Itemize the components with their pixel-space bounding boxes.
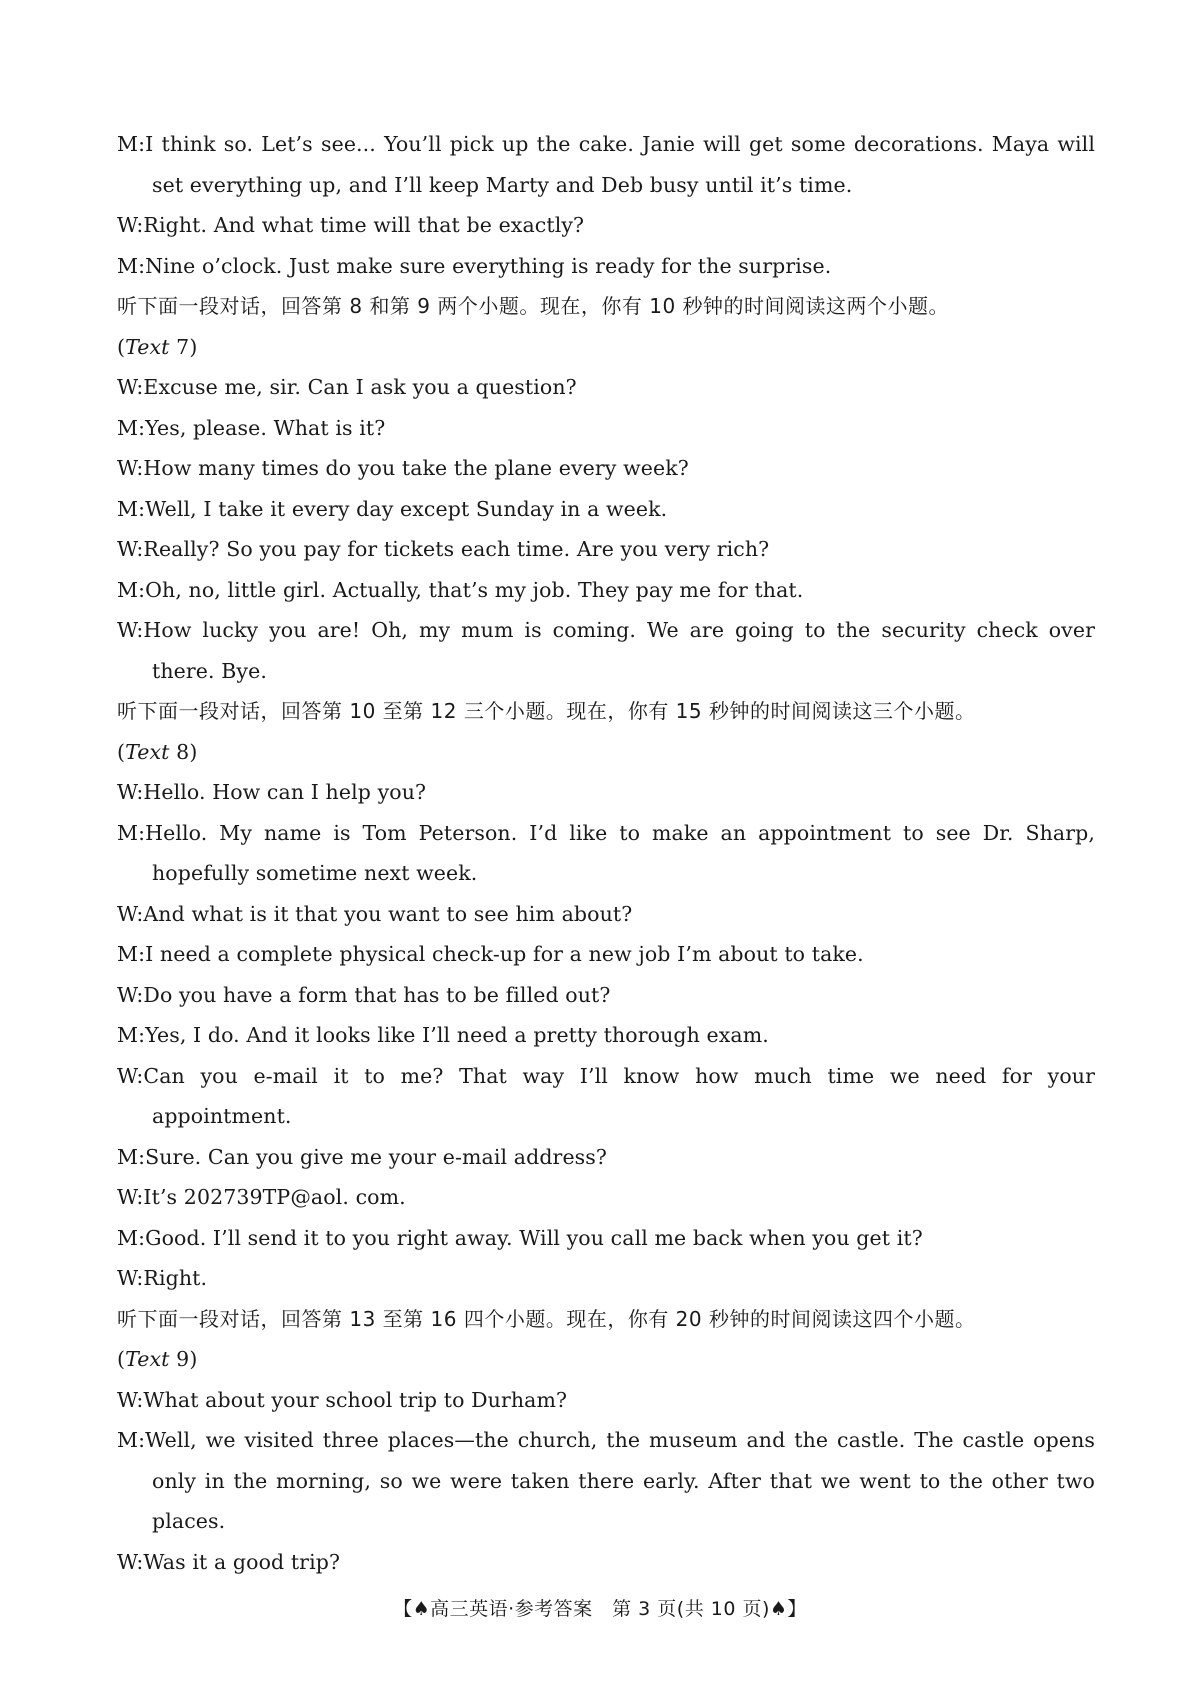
speaker-colon: :	[136, 1063, 144, 1088]
dialogue-turn	[117, 529, 1095, 570]
dialogue-turn	[117, 1056, 1095, 1137]
speaker-colon: :	[136, 1266, 144, 1290]
dialogue-turn	[117, 1218, 1095, 1259]
speaker-colon: :	[138, 942, 146, 966]
speaker-label: M	[117, 577, 139, 602]
speaker-colon: :	[136, 213, 144, 237]
dialogue-turn	[117, 124, 1095, 205]
speaker-colon: :	[138, 820, 146, 845]
utterance-text: And what is it that you want to see him about?	[143, 901, 633, 926]
utterance-text: Do you have a form that has to be filled out?	[143, 982, 611, 1007]
speaker-label: W	[117, 456, 137, 480]
dialogue-turn	[117, 1542, 1095, 1583]
speaker-label: W	[117, 780, 137, 804]
speaker-label: W	[117, 982, 137, 1007]
speaker-label: W	[117, 537, 137, 561]
text-label-number: 9	[176, 1347, 190, 1371]
text-section-label: (Text 7)	[117, 334, 198, 359]
text-label-number: 8	[176, 739, 190, 764]
transcript-body	[117, 124, 1095, 1582]
dialogue-turn	[117, 448, 1095, 489]
utterance-text: Sure. Can you give me your e-mail address?	[145, 1144, 608, 1169]
text-section-label: (Text 9)	[117, 1347, 198, 1371]
speaker-label: W	[117, 1549, 137, 1574]
text-label-number: 7	[176, 334, 190, 359]
utterance-text: Nine o’clock. Just make sure everything is ready for the surprise.	[145, 253, 832, 278]
speaker-colon: :	[136, 1185, 144, 1209]
speaker-colon: :	[138, 415, 146, 440]
speaker-colon: :	[136, 456, 144, 480]
text-label-word: Text	[125, 334, 170, 359]
dialogue-turn	[117, 205, 1095, 246]
speaker-label: M	[117, 1023, 139, 1047]
speaker-colon: :	[136, 901, 144, 926]
page-footer: 【♠高三英语·参考答案 第 3 页(共 10 页)♠】	[393, 1598, 807, 1620]
utterance-text: Oh, no, little girl. Actually, that’s my job. They pay me for that.	[145, 577, 804, 602]
speaker-label: W	[117, 901, 137, 926]
utterance-text: Right.	[143, 1266, 208, 1290]
utterance-text: It’s 202739TP@aol. com.	[143, 1185, 406, 1209]
speaker-label: M	[117, 1428, 139, 1452]
dialogue-turn	[117, 772, 1095, 813]
utterance-text: What about your school trip to Durham?	[143, 1387, 568, 1412]
utterance-text: Yes, I do. And it looks like I’ll need a pretty thorough exam.	[145, 1023, 769, 1047]
utterance-text: Was it a good trip?	[143, 1549, 341, 1574]
dialogue-turn	[117, 489, 1095, 530]
dialogue-turn	[117, 1177, 1095, 1218]
listening-instruction: 听下面一段对话，回答第 8 和第 9 两个小题。现在，你有 10 秒钟的时间阅读这两个小题。	[117, 294, 950, 318]
utterance-text: I need a complete physical check-up for a new job I’m about to take.	[145, 942, 864, 966]
utterance-text: Can you e-mail it to me? That way I’ll know how much time we need for your appointment.	[143, 1063, 1095, 1128]
dialogue-turn	[117, 246, 1095, 287]
speaker-colon: :	[136, 1549, 144, 1574]
speaker-label: W	[117, 1266, 137, 1290]
dialogue-turn	[117, 1137, 1095, 1178]
text-section-label: (Text 8)	[117, 739, 198, 764]
speaker-label: M	[117, 942, 139, 966]
speaker-label: M	[117, 820, 139, 845]
dialogue-turn	[117, 367, 1095, 408]
speaker-label: W	[117, 1185, 137, 1209]
text-label-word: Text	[125, 739, 170, 764]
speaker-label: W	[117, 1387, 137, 1412]
speaker-colon: :	[138, 253, 146, 278]
listening-instruction: 听下面一段对话，回答第 10 至第 12 三个小题。现在，你有 15 秒钟的时间阅读这三个小题。	[117, 699, 976, 723]
speaker-colon: :	[136, 780, 144, 804]
dialogue-turn	[117, 1420, 1095, 1542]
dialogue-turn	[117, 1380, 1095, 1421]
text-label-word: Text	[125, 1347, 170, 1371]
dialogue-turn	[117, 570, 1095, 611]
speaker-label: M	[117, 132, 139, 156]
utterance-text: How many times do you take the plane every week?	[143, 456, 689, 480]
speaker-colon: :	[136, 618, 144, 642]
speaker-label: W	[117, 213, 137, 237]
utterance-text: I think so. Let’s see... You’ll pick up the cake. Janie will get some decorations. Maya will set everything up, and I’ll keep Marty and Deb busy until it’s time.	[145, 132, 1095, 197]
speaker-label: M	[117, 496, 139, 521]
utterance-text: Really? So you pay for tickets each time. Are you very rich?	[143, 537, 770, 561]
dialogue-turn	[117, 894, 1095, 935]
speaker-colon: :	[136, 375, 144, 399]
speaker-colon: :	[136, 537, 144, 561]
listening-instruction: 听下面一段对话，回答第 13 至第 16 四个小题。现在，你有 20 秒钟的时间阅读这四个小题。	[117, 1306, 976, 1331]
speaker-label: M	[117, 415, 139, 440]
dialogue-turn	[117, 1015, 1095, 1056]
dialogue-turn	[117, 408, 1095, 449]
speaker-colon: :	[136, 1387, 144, 1412]
speaker-label: M	[117, 1144, 139, 1169]
dialogue-turn	[117, 1258, 1095, 1299]
utterance-text: Good. I’ll send it to you right away. Will you call me back when you get it?	[145, 1225, 923, 1250]
speaker-colon: :	[138, 1144, 146, 1169]
dialogue-turn	[117, 975, 1095, 1016]
utterance-text: Right. And what time will that be exactly?	[143, 213, 585, 237]
utterance-text: Well, we visited three places—the church, the museum and the castle. The castle opens only in the morning, so we were taken there early. After that we went to the other two places.	[145, 1428, 1095, 1533]
dialogue-turn	[117, 610, 1095, 691]
speaker-colon: :	[136, 982, 144, 1007]
speaker-colon: :	[138, 1023, 146, 1047]
speaker-colon: :	[138, 496, 146, 521]
speaker-colon: :	[138, 132, 146, 156]
utterance-text: Hello. My name is Tom Peterson. I’d like to make an appointment to see Dr. Sharp, hopefully sometime next week.	[145, 820, 1095, 885]
speaker-colon: :	[138, 1428, 146, 1452]
speaker-label: W	[117, 618, 137, 642]
speaker-label: M	[117, 253, 139, 278]
speaker-colon: :	[138, 1225, 146, 1250]
utterance-text: Yes, please. What is it?	[145, 415, 386, 440]
speaker-label: W	[117, 375, 137, 399]
speaker-colon: :	[138, 577, 146, 602]
utterance-text: Excuse me, sir. Can I ask you a question?	[143, 375, 577, 399]
dialogue-turn	[117, 934, 1095, 975]
dialogue-turn	[117, 813, 1095, 894]
utterance-text: How lucky you are! Oh, my mum is coming. We are going to the security check over there. Bye.	[143, 618, 1095, 683]
speaker-label: M	[117, 1225, 139, 1250]
utterance-text: Well, I take it every day except Sunday in a week.	[145, 496, 668, 521]
speaker-label: W	[117, 1063, 137, 1088]
utterance-text: Hello. How can I help you?	[143, 780, 427, 804]
